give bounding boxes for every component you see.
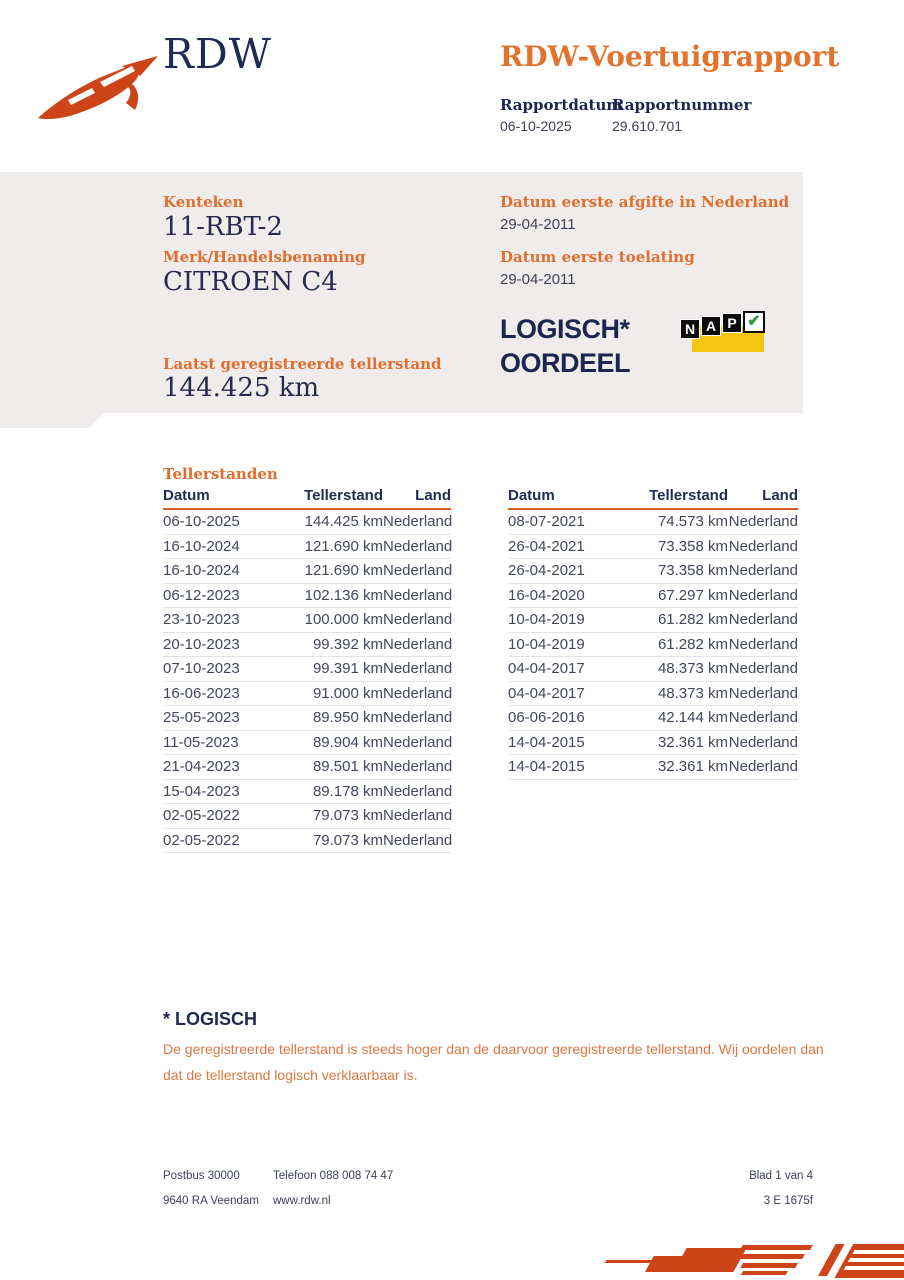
speed-stripes-graphic [540,1240,904,1280]
row-tellerstand: 73.358 km [657,562,728,580]
row-date: 11-05-2023 [163,733,239,751]
row-land: Nederland [383,807,453,825]
table-row [163,584,451,609]
row-land: Nederland [383,758,453,776]
row-date: 16-10-2024 [163,537,240,555]
col-tellerstand: Tellerstand [304,487,383,504]
row-land: Nederland [728,684,798,702]
row-tellerstand: 89.904 km [312,733,383,751]
row-land: Nederland [383,733,453,751]
row-land: Nederland [383,831,453,849]
row-tellerstand: 74.573 km [657,513,728,531]
row-tellerstand: 73.358 km [657,537,728,555]
report-number-label: Rapportnummer [612,96,752,114]
table-row [163,755,451,780]
logisch-footnote-title [163,1009,257,1030]
table-row [508,510,798,535]
merk-value: CITROEN C4 [163,267,338,297]
row-tellerstand: 79.073 km [312,807,383,825]
row-land: Nederland [383,684,453,702]
table-row [163,608,451,633]
rdw-wordmark: RDW [163,30,272,78]
row-land: Nederland [728,611,798,629]
row-date: 02-05-2022 [163,831,240,849]
row-date: 16-06-2023 [163,684,240,702]
row-tellerstand: 42.144 km [657,709,728,727]
afgifte-value: 29-04-2011 [500,216,576,233]
row-date: 21-04-2023 [163,758,240,776]
row-land: Nederland [383,586,453,604]
row-date: 14-04-2015 [508,733,585,751]
row-tellerstand: 100.000 km [304,611,383,629]
table-row [163,682,451,707]
row-tellerstand: 99.392 km [312,635,383,653]
row-land: Nederland [383,611,453,629]
row-land: Nederland [728,562,798,580]
table-row [508,584,798,609]
row-date: 10-04-2019 [508,611,585,629]
table-body-left [163,510,451,853]
table-header [508,487,798,510]
row-date: 08-07-2021 [508,513,585,531]
row-date: 16-10-2024 [163,562,240,580]
table-row [163,535,451,560]
row-land: Nederland [728,733,798,751]
footer-page-indicator: Blad 1 van 4 [749,1170,813,1182]
table-row [508,608,798,633]
table-row [508,682,798,707]
row-land: Nederland [383,709,453,727]
row-land: Nederland [728,709,798,727]
row-land: Nederland [383,635,453,653]
row-date: 14-04-2015 [508,758,585,776]
row-tellerstand: 121.690 km [304,562,383,580]
toelating-value: 29-04-2011 [500,271,576,288]
table-row [163,706,451,731]
nap-letter-n: N [680,319,700,339]
table-row [163,633,451,658]
oordeel-verdict [500,312,630,380]
row-land: Nederland [383,513,453,531]
table-row [508,633,798,658]
row-date: 04-04-2017 [508,684,585,702]
row-date: 06-10-2025 [163,513,240,531]
oordeel-line2: OORDEEL [500,348,631,378]
row-tellerstand: 61.282 km [657,611,728,629]
col-tellerstand: Tellerstand [649,487,728,504]
table-row [508,535,798,560]
footer-doc-code: 3 E 1675f [763,1195,813,1207]
row-tellerstand: 91.000 km [312,684,383,702]
row-date: 15-04-2023 [163,782,240,800]
row-date: 07-10-2023 [163,660,240,678]
footnote-title-text: LOGISCH [175,1009,258,1029]
col-datum: Datum [163,487,210,504]
page-title: RDW-Voertuigrapport [500,40,840,73]
afgifte-label: Datum eerste afgifte in Nederland [500,193,790,211]
merk-label: Merk/Handelsbenaming [163,248,366,266]
row-date: 26-04-2021 [508,562,585,580]
tellerstanden-section-title: Tellerstanden [163,465,278,483]
row-tellerstand: 61.282 km [657,635,728,653]
row-tellerstand: 89.178 km [312,782,383,800]
nap-checkmark-icon: ✔ [743,311,765,333]
oordeel-line1: LOGISCH* [500,314,630,344]
report-date-label: Rapportdatum [500,96,623,114]
table-row [163,657,451,682]
table-row [163,559,451,584]
table-row [163,510,451,535]
report-date-value: 06-10-2025 [500,118,572,134]
nap-logo [680,310,772,356]
row-tellerstand: 67.297 km [657,586,728,604]
row-tellerstand: 89.950 km [312,709,383,727]
row-date: 26-04-2021 [508,537,585,555]
row-land: Nederland [728,586,798,604]
table-row [163,780,451,805]
tellerstanden-table-left [163,487,451,853]
row-tellerstand: 121.690 km [304,537,383,555]
row-date: 10-04-2019 [508,635,585,653]
row-land: Nederland [728,513,798,531]
row-date: 25-05-2023 [163,709,240,727]
table-body-right [508,510,798,780]
footer-phone: Telefoon 088 008 74 47 [273,1170,394,1182]
row-date: 16-04-2020 [508,586,585,604]
row-land: Nederland [728,635,798,653]
table-row [508,657,798,682]
row-tellerstand: 32.361 km [657,733,728,751]
logisch-footnote-text: De geregistreerde tellerstand is steeds hoger dan de daarvoor geregistreerde tellerstand. Wij oordelen dan dat de tellerstand logisch verklaarbaar is. [163,1041,824,1083]
row-tellerstand: 144.425 km [304,513,383,531]
row-tellerstand: 32.361 km [657,758,728,776]
laatste-tellerstand-label: Laatst geregistreerde tellerstand [163,355,442,373]
row-date: 04-04-2017 [508,660,585,678]
col-land: Land [762,487,798,504]
col-land: Land [415,487,451,504]
row-tellerstand: 89.501 km [312,758,383,776]
footer-website-link[interactable]: www.rdw.nl [273,1195,331,1207]
footer-address-line1: Postbus 30000 [163,1170,240,1182]
col-datum: Datum [508,487,555,504]
table-row [163,731,451,756]
row-land: Nederland [383,660,453,678]
laatste-tellerstand-value: 144.425 km [163,373,320,403]
kenteken-value: 11-RBT-2 [163,212,283,242]
row-date: 23-10-2023 [163,611,240,629]
table-row [508,731,798,756]
table-row [508,755,798,780]
row-land: Nederland [383,782,453,800]
table-row [163,829,451,854]
nap-letter-a: A [701,316,721,336]
row-land: Nederland [728,660,798,678]
row-date: 02-05-2022 [163,807,240,825]
row-tellerstand: 48.373 km [657,684,728,702]
row-land: Nederland [383,562,453,580]
rdw-feather-logo-icon [34,48,164,124]
row-tellerstand: 79.073 km [312,831,383,849]
footer-address-line2: 9640 RA Veendam [163,1195,259,1207]
toelating-label: Datum eerste toelating [500,248,695,266]
tellerstanden-table-right [508,487,798,780]
table-header [163,487,451,510]
report-number-value: 29.610.701 [612,118,683,134]
kenteken-label: Kenteken [163,193,244,211]
row-date: 06-06-2016 [508,709,585,727]
row-date: 06-12-2023 [163,586,240,604]
table-row [163,804,451,829]
table-row [508,706,798,731]
footnote-asterisk: * [163,1009,171,1029]
row-tellerstand: 48.373 km [657,660,728,678]
row-tellerstand: 102.136 km [304,586,383,604]
nap-letter-p: P [722,313,742,333]
row-land: Nederland [383,537,453,555]
table-row [508,559,798,584]
row-tellerstand: 99.391 km [312,660,383,678]
row-land: Nederland [728,758,798,776]
row-date: 20-10-2023 [163,635,240,653]
row-land: Nederland [728,537,798,555]
